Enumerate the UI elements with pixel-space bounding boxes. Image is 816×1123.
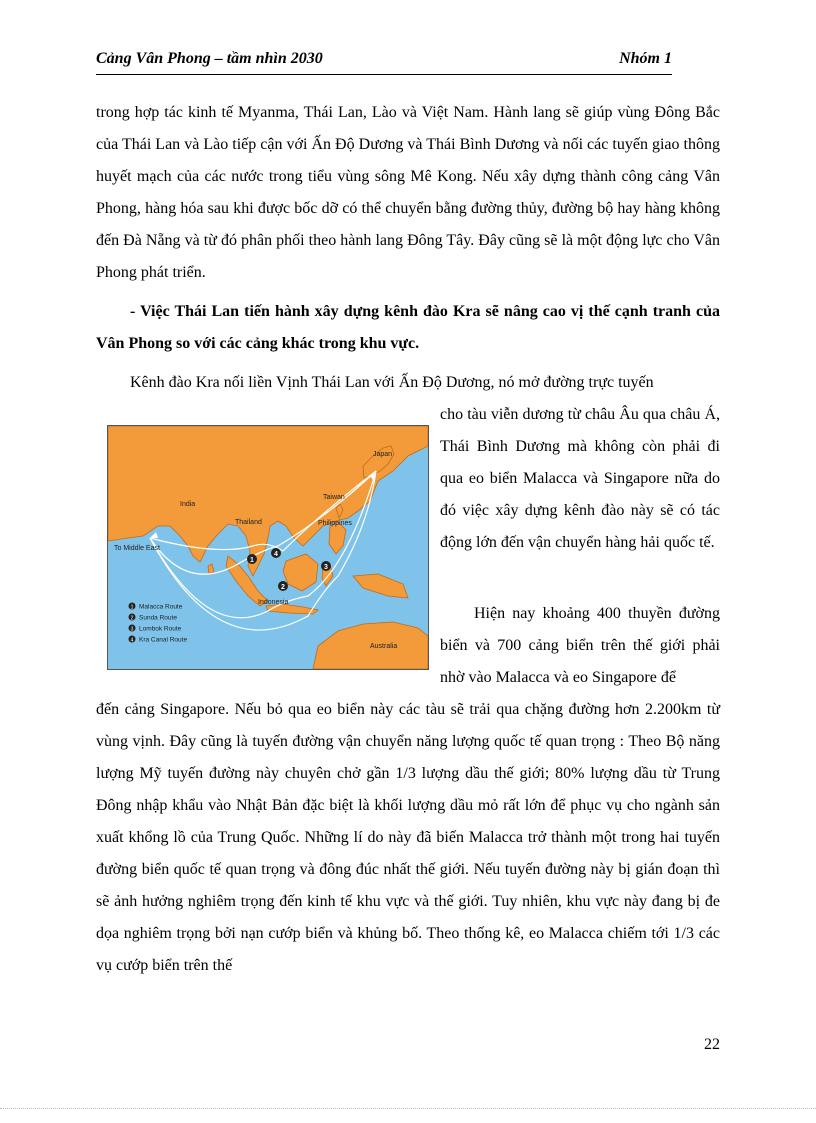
page-bottom-line (0, 1108, 816, 1109)
legend-sunda: Sunda Route (139, 614, 177, 622)
paragraph-malacca: đến cảng Singapore. Nếu bỏ qua eo biển này các tàu sẽ trải qua chặng đường hơn 2.200km từ vùng vịnh. Đây cũng là tuyến đường vận chuyển năng lượng quốc tế quan trọng : Theo Bộ năng lượng Mỹ tuyến đường này chuyên chở gần 1/3 lượng dầu thế giới; 80% lượng dầu từ Trung Đông nhập khẩu vào Nhật Bản đặc biệt là khối lượng dầu mỏ rất lớn để phục vụ cho ngành sản xuất khổng lồ của Trung Quốc. Những lí do này đã biến Malacca trở thành một trong hai tuyến đường biển quốc tế quan trọng và đông đúc nhất thế giới. Nếu tuyến đường này bị gián đoạn thì sẽ ảnh hưởng nghiêm trọng đến kinh tế khu vực và thế giới. Tuy nhiên, khu vực này đang bị đe dọa nghiêm trọng bởi nạn cướp biển và khủng bố. Theo thống kê, eo Malacca chiếm tới 1/3 các vụ cướp biển trên thế (96, 701, 720, 974)
legend-kra: Kra Canal Route (139, 636, 188, 644)
label-philippines: Philippines (318, 520, 352, 527)
paragraph-malacca-intro: Hiện nay khoảng 400 thuyền đường biển và 700 cảng biển trên thế giới phải nhờ vào Malacca và eo Singapore để (440, 605, 720, 686)
legend-num-2: 2 (130, 615, 134, 622)
label-japan: Japan (373, 451, 393, 458)
paragraph-kra-intro: Kênh đào Kra nối liền Vịnh Thái Lan với Ấn Độ Dương, nó mở đường trực tuyến (130, 374, 654, 391)
label-thailand: Thailand (235, 519, 262, 526)
label-taiwan: Taiwan (323, 494, 345, 501)
label-india: India (180, 501, 196, 508)
label-middle-east: To Middle East (114, 545, 160, 552)
svg-text:4: 4 (274, 551, 278, 558)
page-number: 22 (704, 1036, 720, 1053)
legend-num-4: 4 (130, 637, 134, 644)
header-group: Nhóm 1 (619, 50, 672, 67)
paragraph-kra-wrap: cho tàu viễn dương từ châu Âu qua châu Á, Thái Bình Dương mà không còn phải đi qua eo biển Malacca và Singapore nữa do đó việc xây dựng kênh đào này sẽ có tác động lớn đến vận chuyển hàng hải quốc tế. (440, 406, 720, 551)
legend-malacca: Malacca Route (139, 603, 183, 611)
section-heading-kra: - Việc Thái Lan tiến hành xây dựng kênh đào Kra sẽ nâng cao vị thế cạnh tranh của Vân Phong so với các cảng khác trong khu vực. (96, 303, 720, 352)
shipping-routes-map (107, 425, 429, 670)
map-graphic (108, 426, 428, 669)
svg-text:2: 2 (281, 584, 285, 591)
legend-lombok: Lombok Route (139, 625, 182, 633)
label-australia: Australia (370, 643, 398, 650)
header-title: Cảng Vân Phong – tầm nhìn 2030 (96, 50, 323, 67)
paragraph-corridor: trong hợp tác kinh tế Myanma, Thái Lan, Lào và Việt Nam. Hành lang sẽ giúp vùng Đông Bắc của Thái Lan và Lào tiếp cận với Ấn Độ Dương và Thái Bình Dương và nối các tuyến giao thông huyết mạch của các nước trong tiểu vùng sông Mê Kong. Nếu xây dựng thành công cảng Vân Phong, hàng hóa sau khi được bốc dỡ có thể chuyển bằng đường thủy, đường bộ hay hàng không đến Đà Nẵng và từ đó phân phối theo hành lang Đông Tây. Đây cũng sẽ là một động lực cho Vân Phong phát triển. (96, 104, 720, 281)
legend-num-1: 1 (130, 604, 134, 611)
svg-text:3: 3 (324, 564, 328, 571)
legend-num-3: 3 (130, 626, 134, 633)
label-indonesia: Indonesia (258, 599, 289, 606)
page-header (96, 50, 672, 75)
svg-text:1: 1 (250, 557, 254, 564)
